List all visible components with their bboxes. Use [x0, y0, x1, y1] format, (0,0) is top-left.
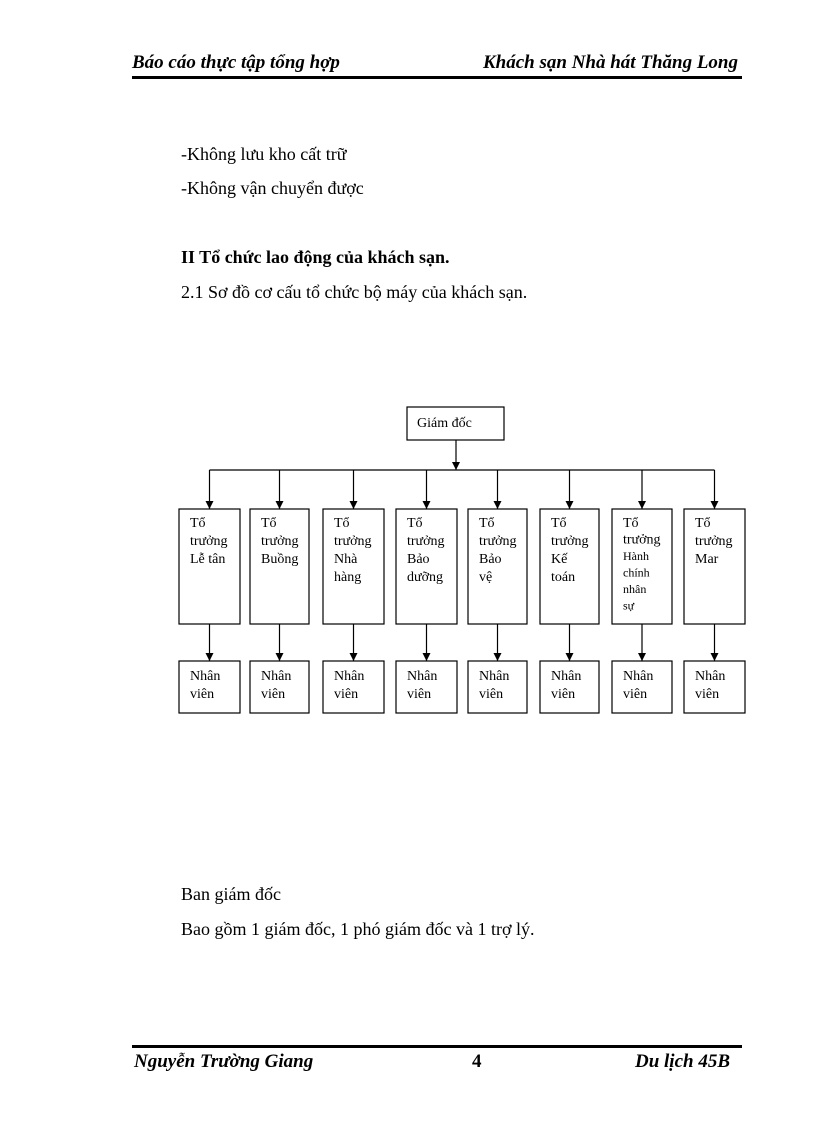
leader-label-line: nhân — [623, 582, 647, 596]
staff-arrow — [350, 653, 358, 661]
leader-arrow — [276, 501, 284, 509]
director-label: Giám đốc — [417, 416, 472, 431]
staff-arrow — [711, 653, 719, 661]
leader-label-line: Bảo — [407, 552, 430, 567]
leader-label-line: trưởng — [261, 534, 299, 549]
staff-label-line: Nhân — [479, 669, 510, 684]
leader-label-line: trưởng — [334, 534, 372, 549]
leader-arrow — [206, 501, 214, 509]
leader-arrow — [350, 501, 358, 509]
staff-label-line: viên — [695, 687, 720, 702]
body-line-storage: -Không lưu kho cất trữ — [181, 144, 347, 164]
footer-rule — [132, 1045, 742, 1048]
leader-arrow — [423, 501, 431, 509]
staff-label-line: Nhân — [407, 669, 438, 684]
footer-page-number: 4 — [472, 1051, 482, 1072]
header-report-title: Báo cáo thực tập tổng hợp — [132, 52, 340, 73]
staff-arrow — [206, 653, 214, 661]
leader-label-line: Tổ — [261, 516, 277, 531]
leader-label-line: Buồng — [261, 552, 299, 567]
leader-label-line: Tổ — [551, 516, 567, 531]
leader-label-line: Tổ — [623, 516, 639, 531]
staff-label-line: viên — [479, 687, 504, 702]
leader-label-line: chính — [623, 565, 650, 580]
header-hotel-name: Khách sạn Nhà hát Thăng Long — [483, 52, 738, 73]
leader-label-line: vệ — [479, 570, 493, 585]
leader-label-line: trưởng — [623, 532, 661, 548]
staff-label-line: viên — [261, 687, 286, 702]
staff-arrow — [566, 653, 574, 661]
leader-label-line: trưởng — [190, 534, 228, 549]
director-arrow — [452, 462, 460, 470]
staff-arrow — [494, 653, 502, 661]
staff-label-line: Nhân — [334, 669, 365, 684]
staff-label-line: viên — [407, 687, 432, 702]
leader-label-line: hàng — [334, 570, 362, 585]
staff-label-line: viên — [623, 687, 648, 702]
leader-label-line: Mar — [695, 552, 719, 567]
staff-label-line: Nhân — [190, 669, 221, 684]
staff-label-line: Nhân — [551, 669, 582, 684]
staff-label-line: viên — [334, 687, 359, 702]
leader-label-line: Kế — [551, 552, 568, 567]
staff-label-line: Nhân — [623, 669, 654, 684]
body-line-transport: -Không vận chuyển được — [181, 178, 364, 198]
staff-label-line: Nhân — [261, 669, 292, 684]
leader-arrow — [638, 501, 646, 509]
board-title: Ban giám đốc — [181, 884, 281, 904]
leader-arrow — [711, 501, 719, 509]
leader-label-line: Lễ tân — [190, 552, 226, 567]
staff-arrow — [276, 653, 284, 661]
subsection-heading: 2.1 Sơ đồ cơ cấu tổ chức bộ máy của khách sạn. — [181, 282, 528, 302]
staff-arrow — [638, 653, 646, 661]
leader-label-line: trưởng — [695, 534, 733, 549]
leader-arrow — [566, 501, 574, 509]
section-heading: II Tổ chức lao động của khách sạn. — [181, 247, 450, 267]
leader-label-line: trưởng — [407, 534, 445, 549]
leader-label-line: Tổ — [407, 516, 423, 531]
staff-label-line: viên — [551, 687, 576, 702]
leader-label-line: Hành — [623, 549, 649, 563]
leader-label-line: trưởng — [551, 534, 589, 549]
board-description: Bao gồm 1 giám đốc, 1 phó giám đốc và 1 trợ lý. — [181, 919, 535, 939]
leader-label-line: Tổ — [190, 516, 206, 531]
leader-label-line: sự — [623, 598, 635, 613]
leader-label-line: Tổ — [479, 516, 495, 531]
staff-label-line: viên — [190, 687, 215, 702]
footer-author: Nguyễn Trường Giang — [134, 1051, 314, 1072]
leader-label-line: toán — [551, 570, 576, 585]
leader-label-line: trưởng — [479, 534, 517, 549]
footer-class: Du lịch 45B — [634, 1051, 730, 1072]
staff-arrow — [423, 653, 431, 661]
leader-label-line: Nhà — [334, 552, 358, 567]
staff-label-line: Nhân — [695, 669, 726, 684]
leader-arrow — [494, 501, 502, 509]
leader-label-line: Tổ — [695, 516, 711, 531]
leader-label-line: Bảo — [479, 552, 502, 567]
leader-label-line: dưỡng — [407, 570, 443, 585]
leader-label-line: Tổ — [334, 516, 350, 531]
leader-box — [540, 509, 599, 624]
